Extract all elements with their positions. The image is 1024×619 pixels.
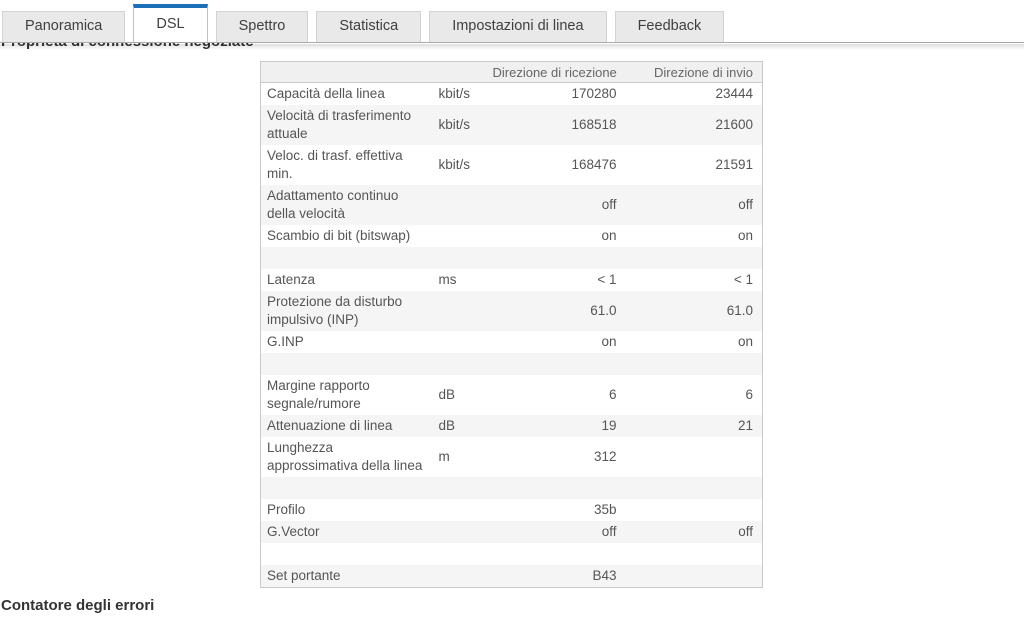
row-tx-value: 23444 [715,86,753,101]
spacer-cell [487,247,623,269]
tab-impostazioni-di-linea[interactable]: Impostazioni di linea [429,11,606,42]
row-rx-value: < 1 [597,272,617,287]
table-row [261,565,763,588]
row-label: Profilo [267,502,306,517]
spacer-cell [487,353,623,375]
connection-properties-table [260,61,763,588]
spacer-cell [261,477,433,499]
table-header-row [261,62,763,83]
tab-spettro[interactable]: Spettro [216,11,309,42]
table-row [261,521,763,543]
row-label: Scambio di bit (bitswap) [267,228,411,243]
row-unit: kbit/s [438,86,471,101]
tab-dsl[interactable]: DSL [133,4,207,42]
row-tx-value: 21 [737,418,753,433]
row-label: G.INP [267,334,304,349]
row-unit [433,331,487,353]
row-rx-value: 312 [593,449,617,464]
table-header [261,62,763,83]
spacer-cell [433,353,487,375]
table-row [261,331,763,353]
table-row [261,105,763,145]
row-rx-value: 168518 [571,117,617,132]
row-tx-value: off [738,197,753,212]
table-row [261,83,763,106]
row-tx-value: < 1 [733,272,753,287]
spacer-cell [433,477,487,499]
row-label: Protezione da disturbo impulsivo (INP) [267,294,403,327]
row-tx-value: 21600 [715,117,753,132]
row-rx-value: 170280 [571,86,617,101]
tab-bar [0,0,1024,43]
table-row [261,415,763,437]
spacer-cell [623,247,763,269]
table-row [261,225,763,247]
tab-statistica[interactable]: Statistica [316,11,421,42]
table-row [261,269,763,291]
row-unit: kbit/s [438,117,471,132]
spacer-cell [261,543,433,565]
row-label: Margine rapporto segnale/rumore [267,378,370,411]
spacer-cell [623,353,763,375]
column-header-empty-1 [433,62,487,83]
row-unit [433,291,487,331]
row-tx-value [623,437,763,477]
row-tx-value: on [737,228,753,243]
table-row [261,145,763,185]
spacer-cell [623,477,763,499]
row-unit: dB [438,387,456,402]
row-label: Velocità di trasferimento attuale [267,108,412,141]
tab-feedback[interactable]: Feedback [615,11,725,42]
row-rx-value: 35b [593,502,617,517]
table-spacer-row [261,247,763,269]
spacer-cell [433,247,487,269]
row-rx-value: 61.0 [590,303,617,318]
row-rx-value: 168476 [571,157,617,172]
row-rx-value: on [601,228,617,243]
row-unit [433,499,487,521]
row-rx-value: B43 [592,568,617,583]
table-row [261,185,763,225]
row-unit [433,521,487,543]
row-rx-value: off [601,197,617,212]
spacer-cell [261,247,433,269]
row-unit: ms [438,272,457,287]
row-label: Veloc. di trasf. effettiva min. [267,148,403,181]
table-body [261,83,763,588]
spacer-cell [261,353,433,375]
spacer-cell [487,477,623,499]
table-row [261,291,763,331]
tab-panoramica[interactable]: Panoramica [2,11,125,42]
spacer-cell [433,543,487,565]
error-counter-heading: Contatore degli errori [1,597,155,614]
row-tx-value: 61.0 [726,303,753,318]
row-unit [433,565,487,588]
row-unit [433,185,487,225]
table-row [261,437,763,477]
row-rx-value: off [601,524,617,539]
row-rx-value: 19 [601,418,617,433]
row-tx-value [623,499,763,521]
spacer-cell [623,543,763,565]
table-spacer-row [261,353,763,375]
table-row [261,375,763,415]
row-unit [433,225,487,247]
row-rx-value: on [601,334,617,349]
row-label: Adattamento continuo della velocità [267,188,399,221]
row-tx-value: 6 [745,387,753,402]
row-label: G.Vector [267,524,320,539]
row-label: Capacità della linea [267,86,385,101]
row-label: Set portante [267,568,341,583]
row-tx-value: 21591 [715,157,753,172]
column-header-direzione-di-invio: Direzione di invio [623,62,763,83]
column-header-direzione-di-ricezione: Direzione di ricezione [487,62,623,83]
column-header-empty-0 [261,62,433,83]
row-unit: kbit/s [438,157,471,172]
spacer-cell [487,543,623,565]
table-spacer-row [261,477,763,499]
row-tx-value [623,565,763,588]
table-row [261,499,763,521]
row-unit: m [438,449,450,464]
row-label: Lunghezza approssimativa della linea [267,440,423,473]
table-spacer-row [261,543,763,565]
row-label: Attenuazione di linea [267,418,393,433]
row-label: Latenza [267,272,316,287]
row-tx-value: off [738,524,753,539]
row-tx-value: on [737,334,753,349]
row-unit: dB [438,418,456,433]
row-rx-value: 6 [608,387,617,402]
